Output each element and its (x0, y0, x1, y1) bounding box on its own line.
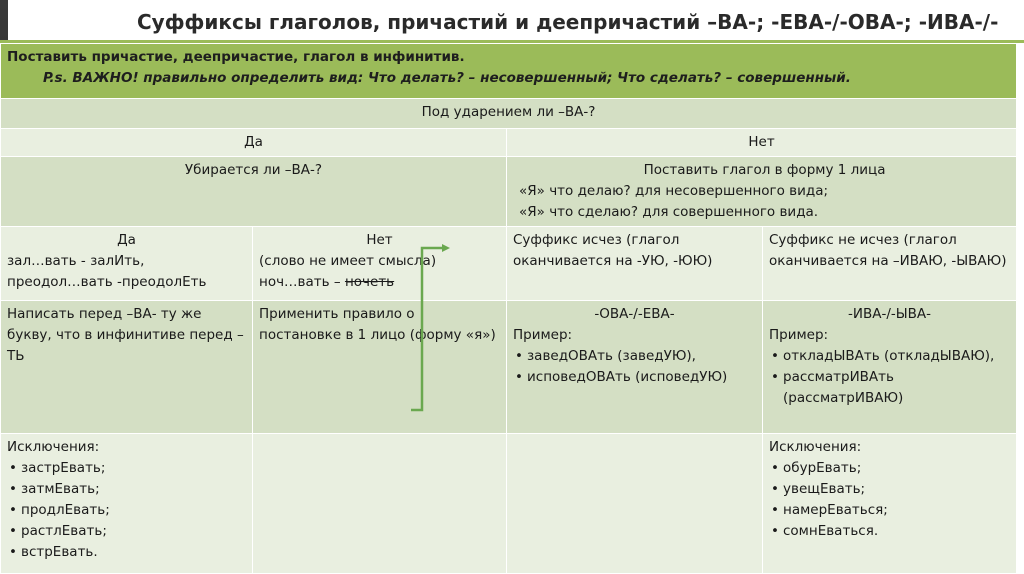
row-rules (1, 301, 1017, 434)
yes-cell: Да (1, 129, 507, 157)
case-yes-cell (1, 227, 253, 301)
row-stress-question (1, 99, 1017, 129)
case-no-example-struck: ночеть (344, 274, 395, 290)
suffix-gone-cell: Суффикс исчез (глагол оканчивается на -УЮ, -ЮЮ) (507, 227, 763, 301)
header-line-2: P.s. ВАЖНО! правильно определить вид: Что делать? – несовершенный; Что сделать? – совершенный. (43, 70, 851, 86)
case-no-head: Нет (366, 232, 393, 248)
iva-yva-title: -ИВА-/-ЫВА- (848, 306, 932, 322)
iva-yva-list (769, 346, 1010, 409)
list-item: • рассматрИВАть (рассматрИВАЮ) (783, 367, 1010, 409)
list-item: • увещЕвать; (783, 479, 1010, 500)
stress-question-cell: Под ударением ли –ВА-? (1, 99, 1017, 129)
list-item: • затмЕвать; (21, 479, 246, 500)
list-item: • продлЕвать; (21, 500, 246, 521)
case-no-example-word: ноч…вать – (259, 274, 341, 290)
apply-rule-cell: Применить правило о постановке в 1 лицо (форму «я») (253, 301, 507, 434)
row-exceptions (1, 434, 1017, 574)
list-item: • исповедОВАть (исповедУЮ) (527, 367, 756, 388)
row-branch-questions (1, 157, 1017, 227)
ova-eva-list (513, 346, 756, 388)
exceptions-left-list (7, 458, 246, 563)
removed-question-cell: Убирается ли –ВА-? (1, 157, 507, 227)
list-item: • заведОВАть (заведУЮ), (527, 346, 756, 367)
case-yes-head: Да (117, 232, 136, 248)
slide-title: Суффиксы глаголов, причастий и деепричастий –ВА-; -ЕВА-/-ОВА-; -ИВА-/- (137, 10, 999, 34)
ova-eva-sub: Пример: (513, 327, 573, 343)
list-item: • откладЫВАть (откладЫВАЮ), (783, 346, 1010, 367)
list-item: • сомнЕваться. (783, 521, 1010, 542)
row-cases (1, 227, 1017, 301)
exceptions-right-list (769, 458, 1010, 542)
exceptions-right-title: Исключения: (769, 439, 862, 455)
list-item: • встрЕвать. (21, 542, 246, 563)
exceptions-left-title: Исключения: (7, 439, 100, 455)
rules-table (0, 43, 1017, 574)
ova-eva-title: -ОВА-/-ЕВА- (594, 306, 675, 322)
exceptions-right-cell (763, 434, 1017, 574)
exceptions-left-cell (1, 434, 253, 574)
case-no-note: (слово не имеет смысла) (259, 253, 437, 269)
list-item: • застрЕвать; (21, 458, 246, 479)
list-item: • намерЕваться; (783, 500, 1010, 521)
list-item: • обурЕвать; (783, 458, 1010, 479)
case-no-cell (253, 227, 507, 301)
no-cell: Нет (507, 129, 1017, 157)
row-yes-no (1, 129, 1017, 157)
suffix-kept-cell: Суффикс не исчез (глагол оканчивается на –ИВАЮ, -ЫВАЮ) (763, 227, 1017, 301)
write-letter-cell: Написать перед –ВА- ту же букву, что в инфинитиве перед –ТЬ (1, 301, 253, 434)
first-person-cell (507, 157, 1017, 227)
case-yes-example-2: преодол…вать -преодолЕть (7, 274, 207, 290)
ova-eva-cell (507, 301, 763, 434)
first-person-line-2: «Я» что делаю? для несовершенного вида; (519, 183, 829, 199)
elbow-arrow-icon (408, 244, 468, 414)
header-line-1: Поставить причастие, деепричастие, глагол в инфинитив. (7, 49, 465, 65)
empty-cell (507, 434, 763, 574)
list-item: • растлЕвать; (21, 521, 246, 542)
iva-yva-sub: Пример: (769, 327, 829, 343)
first-person-line-3: «Я» что сделаю? для совершенного вида. (519, 204, 819, 220)
header-row (1, 44, 1017, 99)
empty-cell (253, 434, 507, 574)
case-yes-example-1: зал…вать - залИть, (7, 253, 145, 269)
header-cell (1, 44, 1017, 99)
first-person-line-1: Поставить глагол в форму 1 лица (643, 162, 886, 178)
iva-yva-cell (763, 301, 1017, 434)
